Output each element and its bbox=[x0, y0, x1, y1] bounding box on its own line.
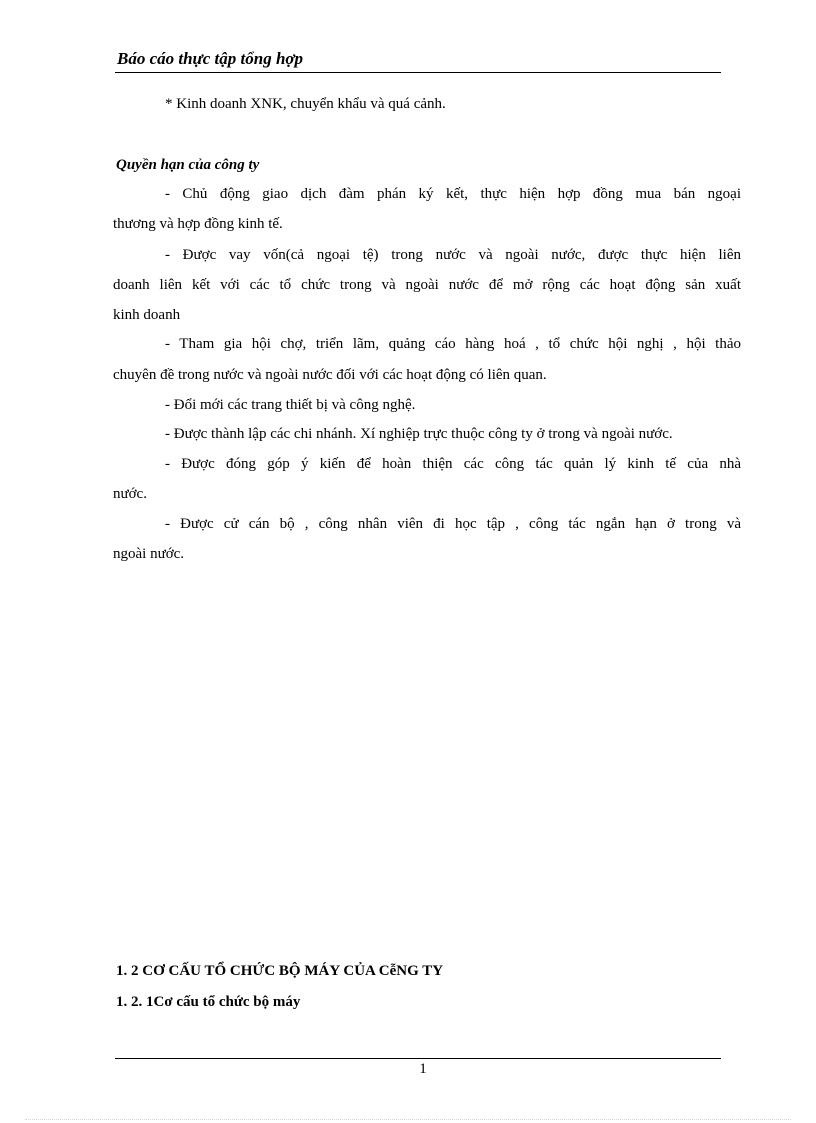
paragraph-3-line-2: chuyên đề trong nước và ngoài nước đối với các hoạt động có liên quan. bbox=[113, 367, 547, 383]
subsection-heading: 1. 2. 1Cơ cấu tổ chức bộ máy bbox=[116, 994, 301, 1010]
paragraph-1-line-1: - Chủ động giao dịch đàm phán ký kết, thực hiện hợp đồng mua bán ngoại bbox=[165, 186, 741, 202]
paragraph-6-line-2: nước. bbox=[113, 486, 147, 502]
page-bottom-edge bbox=[25, 1119, 791, 1120]
page-number: 1 bbox=[419, 1061, 427, 1077]
paragraph-5-line-1: - Được thành lập các chi nhánh. Xí nghiệp trực thuộc công ty ở trong và ngoài nước. bbox=[165, 426, 673, 442]
paragraph-1-line-2: thương và hợp đồng kinh tế. bbox=[113, 216, 283, 232]
paragraph-2-line-3: kinh doanh bbox=[113, 307, 181, 323]
intro-line: * Kinh doanh XNK, chuyển khẩu và quá cảnh. bbox=[165, 96, 446, 112]
paragraph-4-line-1: - Đổi mới các trang thiết bị và công nghệ. bbox=[165, 397, 416, 413]
footer-rule bbox=[115, 1058, 721, 1059]
paragraph-3-line-1: - Tham gia hội chợ, triển lãm, quảng cáo hàng hoá , tổ chức hội nghị , hội thảo bbox=[165, 336, 741, 352]
section-heading: 1. 2 CƠ CẤU TỔ CHỨC BỘ MÁY CỦA CễNG TY bbox=[116, 963, 444, 979]
header-title: Báo cáo thực tập tổng hợp bbox=[117, 49, 304, 68]
paragraph-2-line-1: - Được vay vốn(cả ngoại tệ) trong nước và ngoài nước, được thực hiện liên bbox=[165, 247, 741, 263]
paragraph-2-line-2: doanh liên kết với các tổ chức trong và ngoài nước để mở rộng các hoạt động sản xuất bbox=[113, 277, 741, 293]
paragraph-7-line-2: ngoài nước. bbox=[113, 546, 185, 562]
header-rule bbox=[115, 72, 721, 73]
paragraph-7-line-1: - Được cử cán bộ , công nhân viên đi học tập , công tác ngắn hạn ở trong và bbox=[165, 516, 741, 532]
paragraph-6-line-1: - Được đóng góp ý kiến để hoàn thiện các công tác quản lý kinh tế của nhà bbox=[165, 456, 741, 472]
rights-title: Quyền hạn của công ty bbox=[116, 157, 260, 173]
